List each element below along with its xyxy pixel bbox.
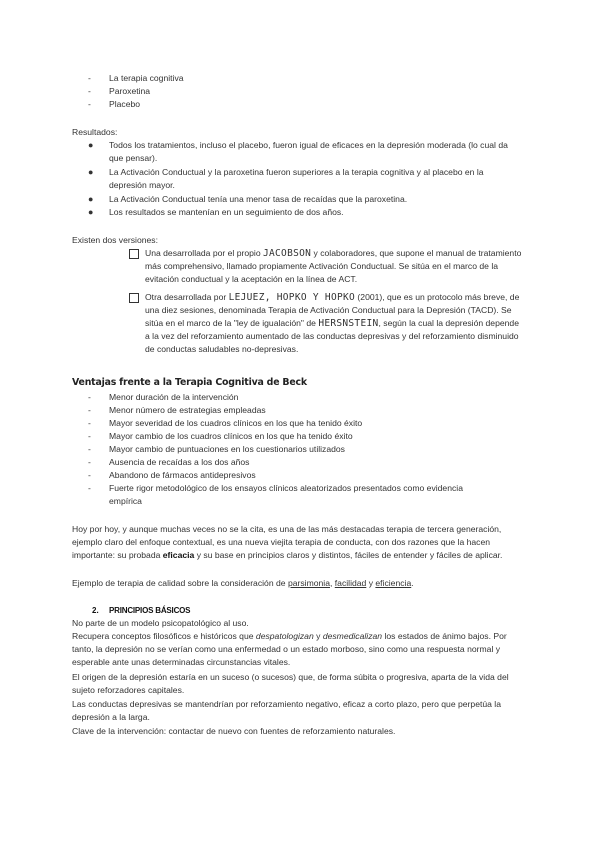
- keyword-facilidad: facilidad: [334, 578, 367, 588]
- bullet-icon: ●: [88, 194, 94, 204]
- advantages-heading: Ventajas frente a la Terapia Cognitiva de Beck: [72, 377, 307, 388]
- keyword-eficiencia: eficiencia: [375, 578, 412, 588]
- checkbox[interactable]: [129, 293, 139, 303]
- section-title: PRINCIPIOS BÁSICOS: [109, 606, 191, 615]
- versions-label: Existen dos versiones:: [72, 235, 158, 245]
- principle-paragraph: Clave de la intervención: contactar de nuevo con fuentes de reforzamiento naturales.: [72, 726, 396, 736]
- author-name: LEJUEZ, HOPKO Y HOPKO: [228, 292, 356, 303]
- version-1-text: Una desarrollada por el propio JACOBSON y colaboradores, que supone el manual de tratamiento más comprehensivo, llamado propiamente Activación Conductual. Se sitúa en el marco de la evitación conductual y la aceptación en la línea de ACT.: [145, 248, 522, 284]
- principle-paragraph: Recupera conceptos filosóficos e históricos que despatologizan y desmedicalizan los estados de ánimo bajos. Por tanto, la depresión no se verían como una enfermedad o un estado morboso, sino como una respuesta normal y esperable ante unas determinadas circunstancias vitales.: [72, 631, 507, 667]
- list-item-continuation: empírica: [109, 496, 142, 506]
- author-name: HERSNSTEIN: [318, 318, 379, 329]
- principle-paragraph: No parte de un modelo psicopatológico al uso.: [72, 618, 249, 628]
- checkbox[interactable]: [129, 249, 139, 259]
- principle-paragraph: El origen de la depresión estaría en un suceso (o sucesos) que, de forma súbita o progresiva, aparta de la vida del sujeto reforzadores capitales.: [72, 672, 509, 695]
- quality-line: Ejemplo de terapia de calidad sobre la consideración de parsimonia, facilidad y eficiencia.: [72, 578, 414, 588]
- bullet-icon: ●: [88, 167, 94, 177]
- version-2-text: Otra desarrollada por LEJUEZ, HOPKO Y HOPKO (2001), que es un protocolo más breve, de una diez sesiones, denominada Terapia de Activación Conductual para la Depresión (TACD). Se sitúa en el marco de la "ley de igualación" de HERSNSTEIN, según la cual la depresión depende a la vez del reforzamiento aumentado de las conductas depresivas y del reforzamiento disminuido de conductas saludables no-depresivas.: [145, 292, 520, 354]
- emphasis-word: eficacia: [162, 550, 195, 560]
- bullet-icon: ●: [88, 140, 94, 150]
- results-label: Resultados:: [72, 127, 118, 137]
- principle-paragraph: Las conductas depresivas se mantendrían por reforzamiento negativo, eficaz a corto plazo, pero que perpetúa la depresión a la larga.: [72, 699, 501, 722]
- today-paragraph: Hoy por hoy, y aunque muchas veces no se la cita, es una de las más destacadas terapia de tercera generación, ejemplo claro del enfoque contextual, es una nueva viejita terapia de conducta, con dos razones que la hacen importante: su probada eficacia y su base en principios claros y distintos, fáciles de entender y fáciles de aplicar.: [72, 524, 503, 560]
- bullet-icon: ●: [88, 207, 94, 217]
- section-number: 2.: [92, 606, 99, 615]
- author-name: JACOBSON: [263, 248, 312, 259]
- keyword-parsimonia: parsimonia: [287, 578, 330, 588]
